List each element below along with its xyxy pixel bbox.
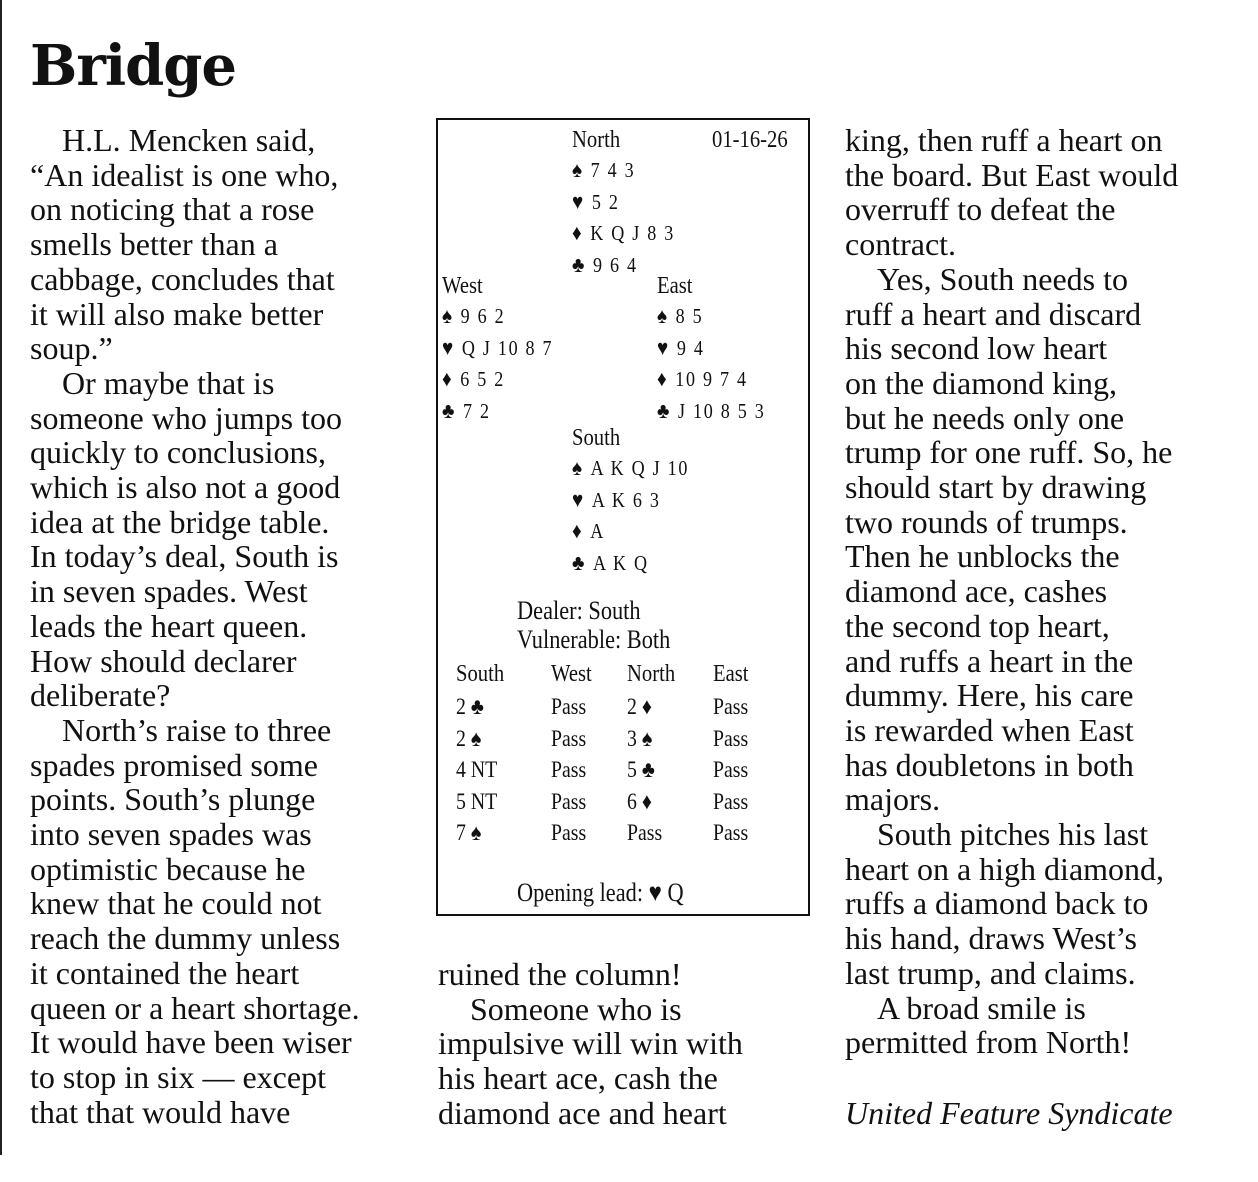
- card-list: J 10 8 5 3: [678, 398, 766, 423]
- auction-bid: 6 ♦: [627, 788, 652, 814]
- auction-header: North: [627, 661, 676, 687]
- heart-suit-icon: ♥: [572, 188, 585, 214]
- article-line: which is also not a good: [30, 469, 341, 506]
- card-list: A K Q J 10: [590, 456, 690, 480]
- article-line: ruff a heart and discard: [845, 295, 1142, 332]
- east-hearts-holding: [657, 334, 705, 362]
- article-line: dummy. Here, his care: [845, 677, 1134, 714]
- article-line: optimistic because he: [30, 850, 306, 887]
- diamond-suit-icon: ♦: [657, 366, 669, 391]
- article-line: heart on a high diamond,: [845, 850, 1165, 887]
- west-spades-holding: [442, 302, 505, 330]
- vulnerable-info: Vulnerable: Both: [517, 625, 671, 654]
- article-line: leads the heart queen.: [30, 607, 308, 644]
- article-line: points. South’s plunge: [30, 781, 316, 818]
- article-line: on noticing that a rose: [30, 191, 315, 228]
- article-line: It would have been wiser: [30, 1024, 352, 1061]
- heart-suit-icon: ♥: [657, 334, 670, 360]
- card-list: A K 6 3: [591, 487, 661, 512]
- article-line: knew that he could not: [30, 885, 322, 922]
- auction-bid: Pass: [713, 820, 749, 845]
- article-line: quickly to conclusions,: [30, 434, 326, 471]
- south-spades-holding: [572, 454, 689, 482]
- article-line: his heart ace, cash the: [438, 1060, 718, 1097]
- article-line: contract.: [845, 226, 957, 263]
- article-line: his hand, draws West’s: [845, 920, 1137, 957]
- article-line: but he needs only one: [845, 399, 1125, 436]
- card-list: Q J 10 8 7: [461, 335, 554, 360]
- diamond-suit-icon: ♦: [572, 518, 584, 543]
- heart-suit-icon: ♥: [572, 486, 585, 512]
- article-line: overruff to defeat the: [845, 191, 1116, 228]
- heart-suit-icon: ♥: [442, 334, 455, 360]
- club-suit-icon: ♣: [572, 549, 587, 575]
- card-list: 9 6 4: [593, 252, 638, 277]
- auction-bid: 2 ♠: [456, 725, 482, 751]
- article-line: smells better than a: [30, 226, 278, 263]
- auction-header: South: [456, 661, 505, 687]
- diamond-suit-icon: ♦: [442, 366, 454, 391]
- south-clubs-holding: [572, 549, 649, 577]
- auction-bid: Pass: [551, 725, 587, 751]
- auction-bid: Pass: [551, 820, 587, 845]
- article-line: the board. But East would: [845, 156, 1179, 193]
- article-line: A broad smile is: [877, 989, 1086, 1026]
- headline: Bridge: [30, 33, 237, 99]
- article-line: last trump, and claims.: [845, 954, 1136, 991]
- article-line: Or maybe that is: [62, 364, 275, 401]
- article-line: to stop in six — except: [30, 1058, 326, 1095]
- diamond-suit-icon: ♦: [572, 220, 584, 245]
- auction-bid: 2 ♣: [456, 694, 484, 719]
- article-line: two rounds of trumps.: [845, 503, 1128, 540]
- article-line: king, then ruff a heart on: [845, 122, 1163, 158]
- article-line: and ruffs a heart in the: [845, 642, 1134, 679]
- west-clubs-holding: [442, 397, 491, 425]
- auction-bid: Pass: [551, 757, 587, 782]
- club-suit-icon: ♣: [572, 251, 587, 277]
- article-column-3: [845, 123, 1235, 1060]
- card-list: K Q J 8 3: [590, 221, 675, 245]
- auction-bid: Pass: [551, 694, 587, 719]
- article-line: has doubletons in both: [845, 746, 1134, 783]
- auction-bid: 2 ♦: [627, 694, 652, 719]
- article-line: is rewarded when East: [845, 711, 1134, 748]
- spade-suit-icon: ♠: [657, 303, 669, 328]
- article-line: trump for one ruff. So, he: [845, 434, 1173, 471]
- bridge-deal-diagram: [436, 118, 810, 916]
- article-line: permitted from North!: [845, 1024, 1132, 1061]
- article-line: it will also make better: [30, 295, 324, 332]
- north-label: North: [572, 127, 621, 153]
- auction-bid: Pass: [551, 788, 587, 814]
- article-line: soup.”: [30, 330, 113, 367]
- article-line: into seven spades was: [30, 816, 312, 853]
- article-line: South pitches his last: [877, 816, 1149, 853]
- left-border-rule: [0, 0, 2, 1155]
- club-suit-icon: ♣: [442, 397, 457, 423]
- article-line: North’s raise to three: [62, 711, 332, 748]
- card-list: 10 9 7 4: [675, 367, 748, 391]
- syndicate-credit: United Feature Syndicate: [845, 1095, 1173, 1131]
- south-label: South: [572, 425, 621, 451]
- auction-header: East: [713, 661, 749, 687]
- article-line: Yes, South needs to: [877, 260, 1128, 297]
- auction-bid: Pass: [713, 788, 749, 814]
- auction-bid: Pass: [713, 757, 749, 782]
- article-line: someone who jumps too: [30, 399, 342, 436]
- article-line: spades promised some: [30, 746, 318, 783]
- article-line: should start by drawing: [845, 469, 1147, 506]
- article-line: that that would have: [30, 1093, 291, 1130]
- card-list: 8 5: [675, 304, 704, 328]
- west-label: West: [442, 273, 483, 299]
- east-clubs-holding: [657, 397, 765, 425]
- article-line: it contained the heart: [30, 954, 300, 991]
- west-hearts-holding: [442, 334, 553, 362]
- east-spades-holding: [657, 302, 703, 330]
- article-line: impulsive will win with: [438, 1025, 743, 1062]
- card-list: 5 2: [591, 189, 620, 214]
- article-line: In today’s deal, South is: [30, 538, 339, 575]
- card-list: A: [590, 519, 606, 543]
- article-line: H.L. Mencken said,: [62, 122, 316, 158]
- auction-header: West: [551, 661, 592, 687]
- south-diamonds-holding: [572, 517, 605, 545]
- auction-bid: Pass: [627, 820, 663, 845]
- article-line: How should declarer: [30, 642, 297, 679]
- auction-bid: 7 ♠: [456, 820, 482, 845]
- auction-bid: 4 NT: [456, 757, 498, 782]
- article-column-2: [438, 957, 828, 1131]
- auction-bid: Pass: [713, 725, 749, 751]
- card-list: 7 4 3: [590, 158, 636, 182]
- spade-suit-icon: ♠: [572, 157, 584, 182]
- article-line: diamond ace and heart: [438, 1094, 727, 1131]
- article-line: “An idealist is one who,: [30, 156, 339, 193]
- south-hearts-holding: [572, 486, 661, 514]
- article-line: his second low heart: [845, 330, 1108, 367]
- dealer-info: Dealer: South: [517, 596, 641, 625]
- auction-bid: 5 ♣: [627, 757, 655, 782]
- deal-date: 01-16-26: [712, 127, 788, 153]
- article-line: majors.: [845, 781, 941, 818]
- card-list: 9 4: [676, 335, 705, 360]
- auction-bid: 5 NT: [456, 788, 498, 814]
- article-line: deliberate?: [30, 677, 171, 714]
- article-line: Someone who is: [470, 990, 682, 1027]
- card-list: 9 6 2: [460, 304, 506, 328]
- article-line: the second top heart,: [845, 607, 1110, 644]
- spade-suit-icon: ♠: [442, 303, 454, 328]
- north-spades-holding: [572, 156, 635, 184]
- auction-bid: Pass: [713, 694, 749, 719]
- club-suit-icon: ♣: [657, 397, 672, 423]
- north-hearts-holding: [572, 188, 620, 216]
- article-line: on the diamond king,: [845, 364, 1117, 401]
- article-line: reach the dummy unless: [30, 920, 341, 957]
- spade-suit-icon: ♠: [572, 455, 584, 480]
- opening-lead: Opening lead: ♥ Q: [517, 878, 684, 907]
- article-line: diamond ace, cashes: [845, 573, 1108, 610]
- west-diamonds-holding: [442, 365, 505, 393]
- north-clubs-holding: [572, 251, 638, 279]
- article-line: Then he unblocks the: [845, 538, 1120, 575]
- article-line: idea at the bridge table.: [30, 503, 330, 540]
- north-diamonds-holding: [572, 219, 675, 247]
- article-column-1: [30, 123, 420, 1129]
- article-line: ruffs a diamond back to: [845, 885, 1149, 922]
- article-line: queen or a heart shortage.: [30, 989, 360, 1026]
- auction-bid: 3 ♠: [627, 725, 653, 751]
- card-list: A K Q: [593, 550, 649, 575]
- card-list: 6 5 2: [460, 367, 505, 391]
- east-diamonds-holding: [657, 365, 748, 393]
- article-line: in seven spades. West: [30, 573, 308, 610]
- article-line: cabbage, concludes that: [30, 260, 335, 297]
- east-label: East: [657, 273, 693, 299]
- card-list: 7 2: [463, 398, 491, 423]
- article-line: ruined the column!: [438, 956, 682, 992]
